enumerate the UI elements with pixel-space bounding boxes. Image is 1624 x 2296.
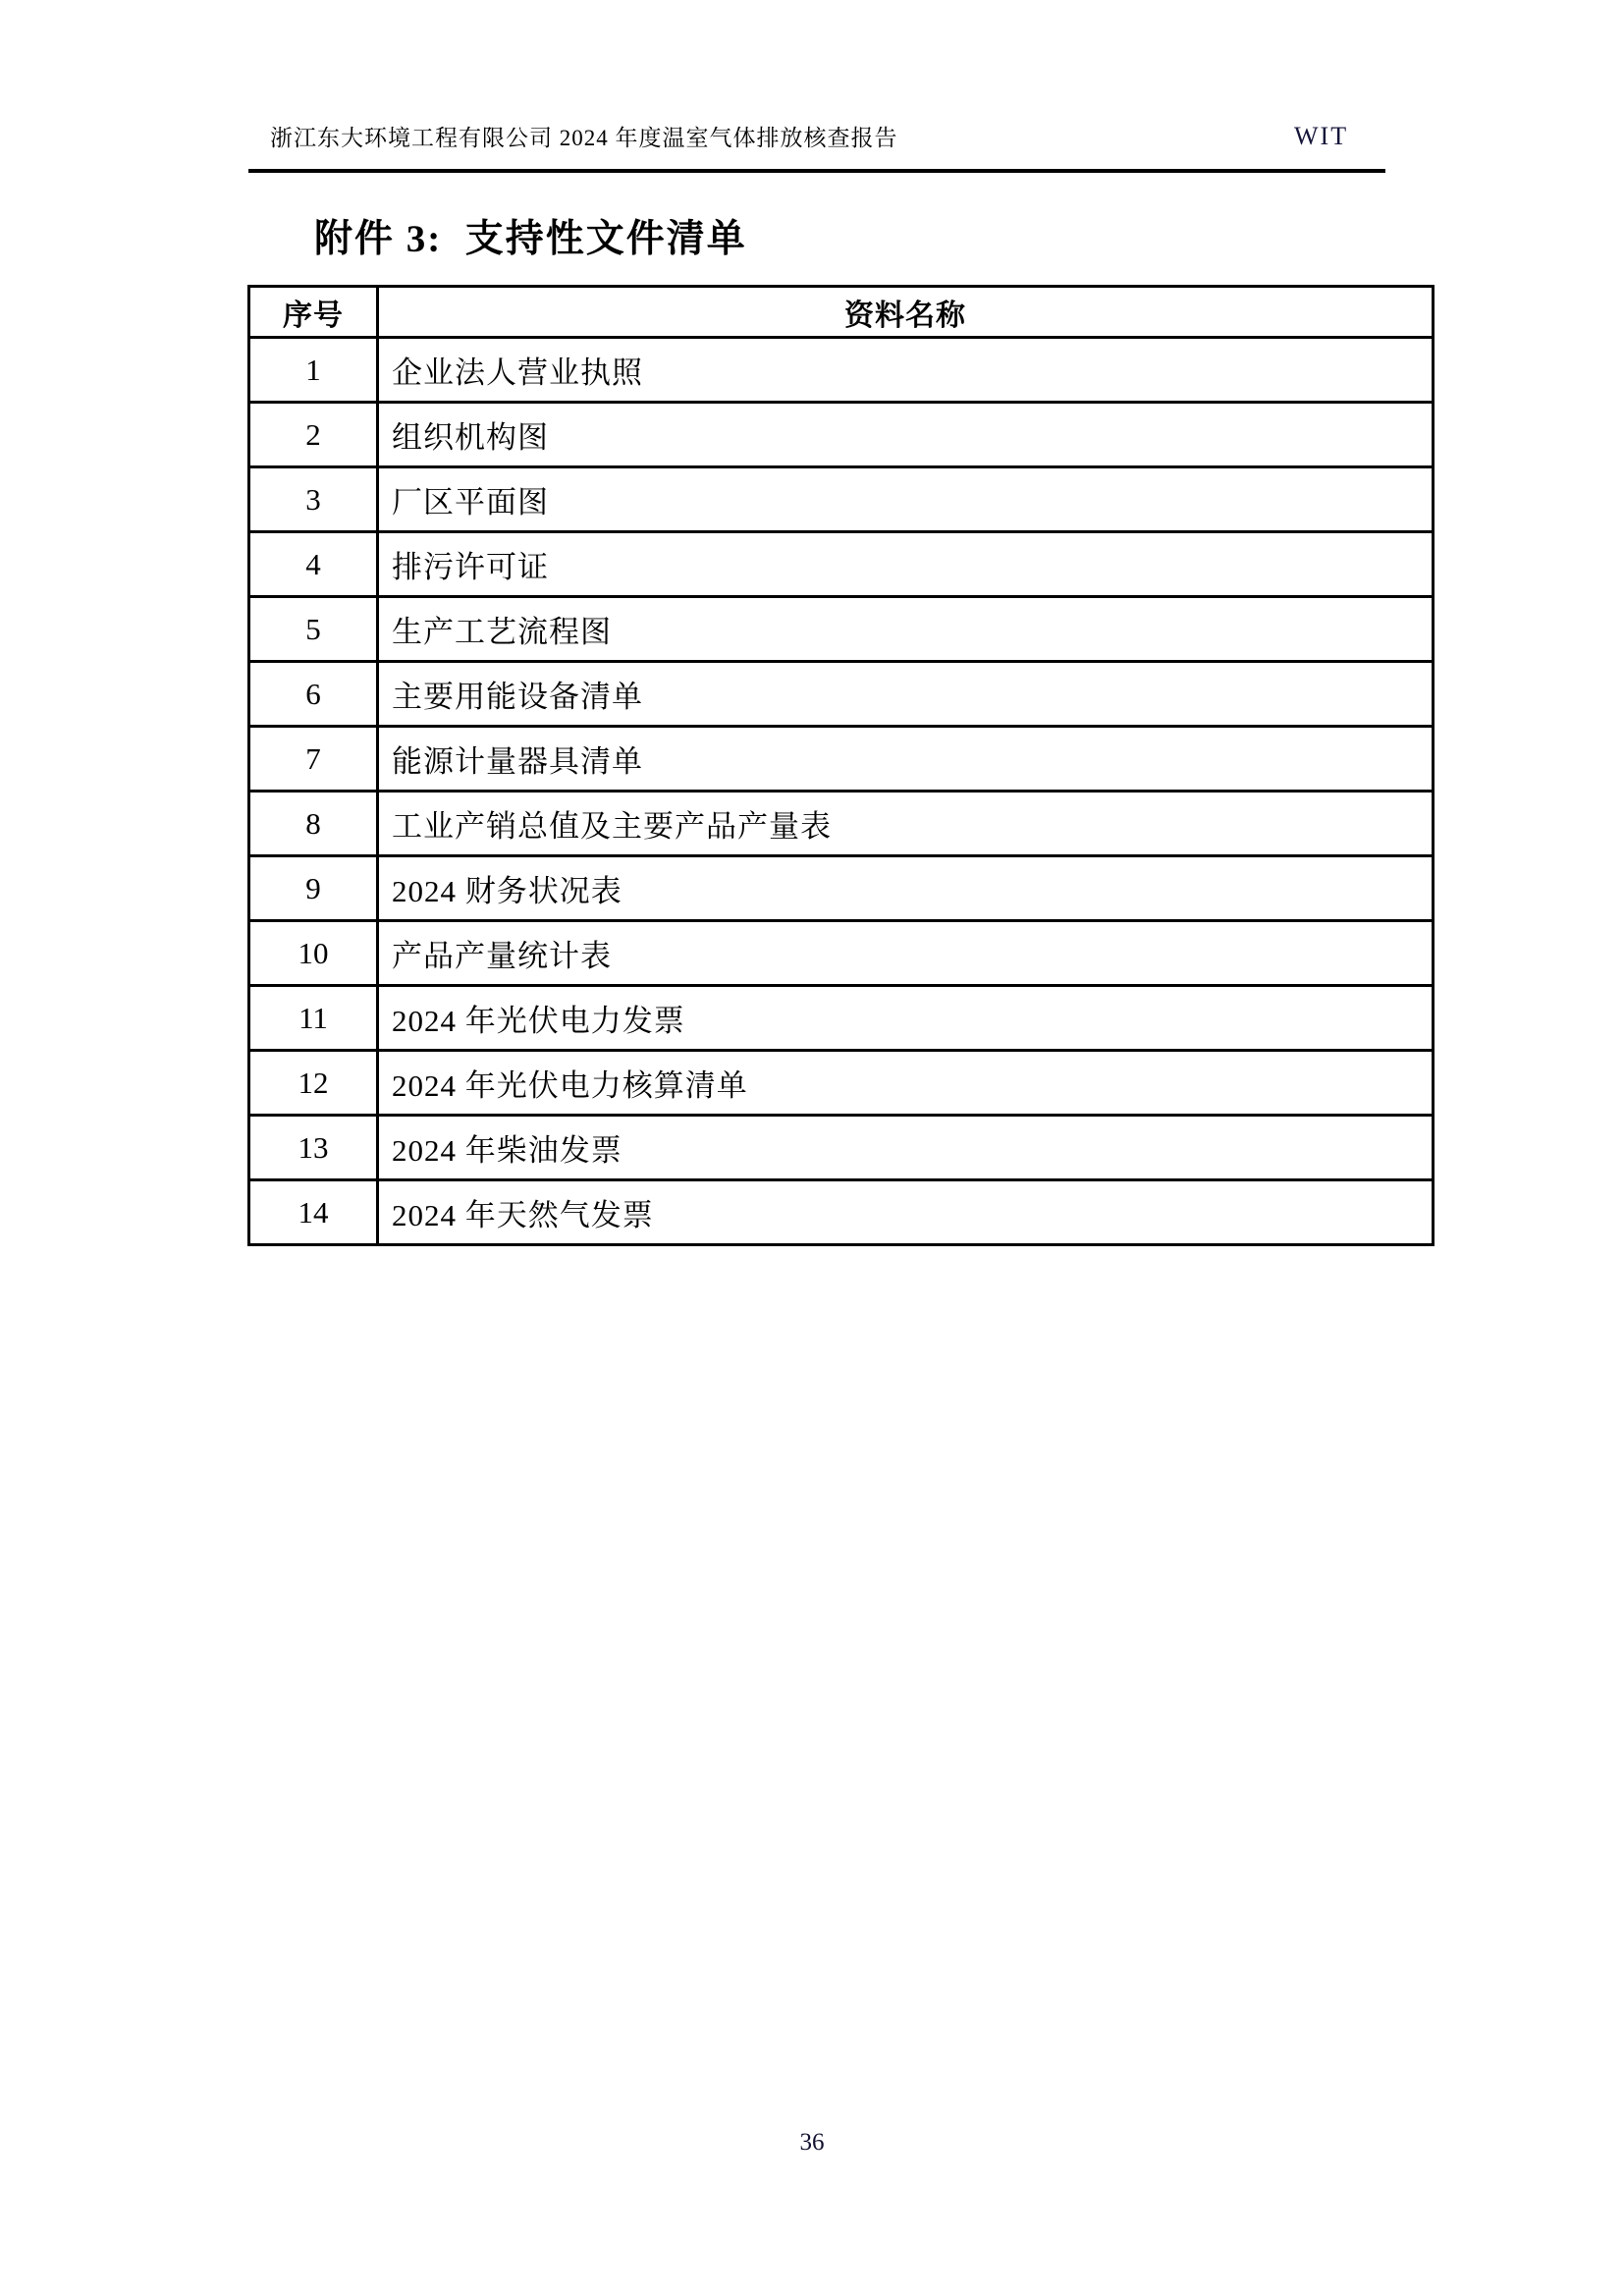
table-row [249,727,1434,792]
row-number-cell: 8 [249,792,378,856]
column-header-document-name: 资料名称 [378,287,1434,338]
supporting-documents-table [247,285,1435,1246]
table-row [249,467,1434,532]
row-document-name-cell: 厂区平面图 [378,467,1434,532]
page-number: 36 [799,2129,825,2156]
row-document-name-cell: 工业产销总值及主要产品产量表 [378,792,1434,856]
row-number-cell: 9 [249,856,378,921]
row-document-name-cell: 生产工艺流程图 [378,597,1434,662]
table-row [249,986,1434,1051]
table-row [249,1180,1434,1245]
table-row [249,662,1434,727]
row-number-cell: 12 [249,1051,378,1116]
row-document-name-cell: 能源计量器具清单 [378,727,1434,792]
table-row [249,921,1434,986]
row-number-cell: 11 [249,986,378,1051]
row-document-name-cell: 主要用能设备清单 [378,662,1434,727]
row-document-name-cell: 组织机构图 [378,403,1434,467]
row-number-cell: 4 [249,532,378,597]
table-row [249,597,1434,662]
attachment-title: 附件 3: 支持性文件清单 [314,218,747,260]
row-number-cell: 3 [249,467,378,532]
table-row [249,856,1434,921]
row-number-cell: 5 [249,597,378,662]
row-document-name-cell: 2024 年天然气发票 [378,1180,1434,1245]
row-document-name-cell: 产品产量统计表 [378,921,1434,986]
table-row [249,792,1434,856]
row-document-name-cell: 2024 年柴油发票 [378,1116,1434,1180]
page-header-logo-text: WIT [1294,122,1349,150]
table-row [249,532,1434,597]
row-number-cell: 1 [249,338,378,403]
table-row [249,1116,1434,1180]
table-row [249,403,1434,467]
table-row [249,1051,1434,1116]
row-document-name-cell: 2024 年光伏电力核算清单 [378,1051,1434,1116]
page-header-title: 浙江东大环境工程有限公司 2024 年度温室气体排放核查报告 [270,126,898,150]
row-document-name-cell: 企业法人营业执照 [378,338,1434,403]
row-number-cell: 14 [249,1180,378,1245]
table-row [249,338,1434,403]
header-divider-line [248,169,1385,173]
row-number-cell: 13 [249,1116,378,1180]
row-number-cell: 10 [249,921,378,986]
table-body [249,338,1434,1245]
table-header-row [249,287,1434,338]
row-document-name-cell: 2024 年光伏电力发票 [378,986,1434,1051]
row-number-cell: 2 [249,403,378,467]
row-number-cell: 6 [249,662,378,727]
column-header-number: 序号 [249,287,378,338]
row-document-name-cell: 2024 财务状况表 [378,856,1434,921]
row-document-name-cell: 排污许可证 [378,532,1434,597]
row-number-cell: 7 [249,727,378,792]
